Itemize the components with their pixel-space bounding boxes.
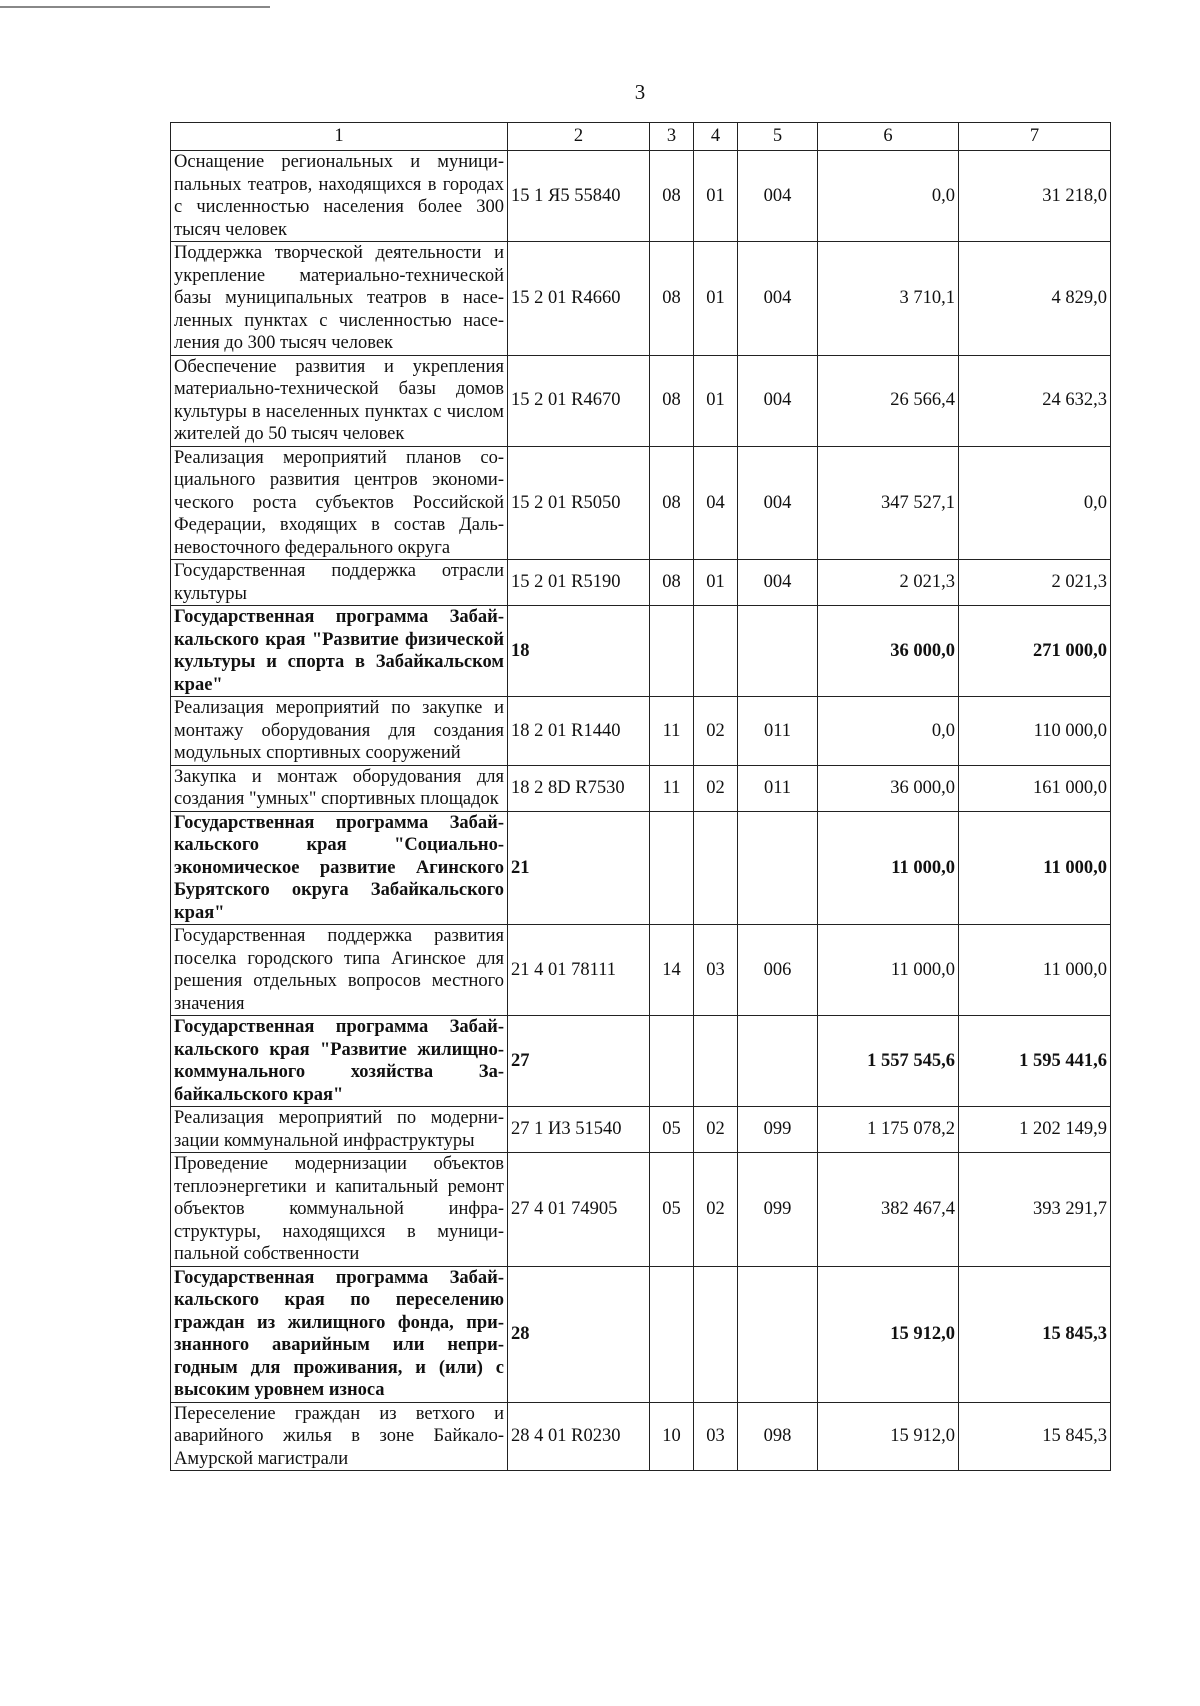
row-name-cell: Государственная программа Забайкальского края "Социально-экономическое развитие Агинского Бурятского округа Забайкальского края" <box>171 811 508 925</box>
row-code-cell: 15 2 01 R4660 <box>508 242 650 356</box>
row-value-2022-cell: 110 000,0 <box>959 697 1111 766</box>
row-code-cell: 15 2 01 R4670 <box>508 355 650 446</box>
row-name-cell: Государственная поддержка развития поселка городского типа Агинское для решения отдельных вопросов местного значения <box>171 925 508 1016</box>
page-number: 3 <box>634 80 646 104</box>
row-value-2022-cell: 15 845,3 <box>959 1266 1111 1402</box>
row-name-cell: Реализация мероприятий по закупке и монтажу оборудования для создания модульных спортивных сооружений <box>171 697 508 766</box>
row-value-2021-cell: 2 021,3 <box>818 560 959 606</box>
row-value-2021-cell: 1 175 078,2 <box>818 1107 959 1153</box>
row-value-2022-cell: 4 829,0 <box>959 242 1111 356</box>
row-value-2022-cell: 1 202 149,9 <box>959 1107 1111 1153</box>
row-value-2021-cell: 382 467,4 <box>818 1153 959 1267</box>
table-row <box>171 560 1111 606</box>
row-section-cell: 14 <box>650 925 694 1016</box>
row-section-cell: 08 <box>650 242 694 356</box>
column-header: 6 <box>818 123 959 151</box>
row-value-2021-cell: 0,0 <box>818 697 959 766</box>
table-body <box>171 151 1111 1471</box>
row-subsection-cell: 02 <box>694 1107 738 1153</box>
row-value-2021-cell: 0,0 <box>818 151 959 242</box>
budget-table <box>170 122 1111 1471</box>
row-value-2022-cell: 31 218,0 <box>959 151 1111 242</box>
row-value-2021-cell: 36 000,0 <box>818 606 959 697</box>
row-subsection-cell: 01 <box>694 151 738 242</box>
row-name-cell: Обеспечение развития и укрепления материально-технической базы домов культуры в населенных пунктах с числом жителей до 50 тысяч человек <box>171 355 508 446</box>
row-value-2021-cell: 11 000,0 <box>818 925 959 1016</box>
row-value-2021-cell: 3 710,1 <box>818 242 959 356</box>
row-subsection-cell: 01 <box>694 560 738 606</box>
row-value-2022-cell: 15 845,3 <box>959 1402 1111 1471</box>
row-value-2021-cell: 11 000,0 <box>818 811 959 925</box>
row-code-cell: 18 2 8D R7530 <box>508 765 650 811</box>
row-section-cell: 08 <box>650 355 694 446</box>
row-ministry-cell: 099 <box>738 1107 818 1153</box>
table-row <box>171 446 1111 560</box>
row-value-2022-cell: 393 291,7 <box>959 1153 1111 1267</box>
row-section-cell <box>650 1266 694 1402</box>
row-section-cell <box>650 1016 694 1107</box>
row-value-2022-cell: 2 021,3 <box>959 560 1111 606</box>
row-name-cell: Государственная поддержка отрасли культуры <box>171 560 508 606</box>
table-row <box>171 151 1111 242</box>
table-row <box>171 1153 1111 1267</box>
table-row <box>171 242 1111 356</box>
row-subsection-cell <box>694 811 738 925</box>
row-section-cell: 11 <box>650 765 694 811</box>
row-value-2022-cell: 24 632,3 <box>959 355 1111 446</box>
row-code-cell: 28 <box>508 1266 650 1402</box>
row-name-cell: Поддержка творческой деятельности и укрепление материально-технической базы муниципальных театров в населенных пунктах с численностью населения до 300 тысяч человек <box>171 242 508 356</box>
row-section-cell <box>650 811 694 925</box>
row-value-2022-cell: 271 000,0 <box>959 606 1111 697</box>
row-section-cell: 08 <box>650 446 694 560</box>
row-code-cell: 27 4 01 74905 <box>508 1153 650 1267</box>
row-value-2021-cell: 347 527,1 <box>818 446 959 560</box>
row-code-cell: 27 1 И3 51540 <box>508 1107 650 1153</box>
row-name-cell: Проведение модернизации объектов теплоэнергетики и капитальный ремонт объектов коммунальной инфраструктуры, находящихся в муниципальной собственности <box>171 1153 508 1267</box>
row-code-cell: 18 2 01 R1440 <box>508 697 650 766</box>
row-code-cell: 15 2 01 R5050 <box>508 446 650 560</box>
row-name-cell: Реализация мероприятий планов социального развития центров экономического роста субъектов Российской Федерации, входящих в состав Дальневосточного федерального округа <box>171 446 508 560</box>
row-name-cell: Переселение граждан из ветхого и аварийного жилья в зоне Байкало-Амурской магистрали <box>171 1402 508 1471</box>
row-value-2021-cell: 36 000,0 <box>818 765 959 811</box>
column-header: 3 <box>650 123 694 151</box>
row-section-cell: 08 <box>650 151 694 242</box>
row-value-2021-cell: 15 912,0 <box>818 1266 959 1402</box>
row-name-cell: Государственная программа Забайкальского края по переселению граждан из жилищного фонда, признанного аварийным или непригодным для проживания, и (или) с высоким уровнем износа <box>171 1266 508 1402</box>
row-value-2022-cell: 11 000,0 <box>959 925 1111 1016</box>
row-code-cell: 21 4 01 78111 <box>508 925 650 1016</box>
row-ministry-cell <box>738 606 818 697</box>
table-row <box>171 1402 1111 1471</box>
row-code-cell: 21 <box>508 811 650 925</box>
row-name-cell: Государственная программа Забайкальского края "Развитие жилищно-коммунального хозяйства Забайкальского края" <box>171 1016 508 1107</box>
row-section-cell: 11 <box>650 697 694 766</box>
row-name-cell: Закупка и монтаж оборудования для создания "умных" спортивных площадок <box>171 765 508 811</box>
table-row <box>171 606 1111 697</box>
row-subsection-cell: 02 <box>694 1153 738 1267</box>
row-code-cell: 28 4 01 R0230 <box>508 1402 650 1471</box>
row-subsection-cell: 03 <box>694 925 738 1016</box>
row-subsection-cell: 02 <box>694 765 738 811</box>
row-subsection-cell: 01 <box>694 355 738 446</box>
row-ministry-cell: 099 <box>738 1153 818 1267</box>
row-section-cell: 10 <box>650 1402 694 1471</box>
column-header: 5 <box>738 123 818 151</box>
row-ministry-cell: 004 <box>738 446 818 560</box>
column-header: 4 <box>694 123 738 151</box>
row-ministry-cell: 011 <box>738 697 818 766</box>
row-section-cell: 08 <box>650 560 694 606</box>
table-row <box>171 355 1111 446</box>
row-code-cell: 27 <box>508 1016 650 1107</box>
table-row <box>171 1016 1111 1107</box>
row-ministry-cell: 004 <box>738 151 818 242</box>
row-ministry-cell: 004 <box>738 560 818 606</box>
row-subsection-cell: 03 <box>694 1402 738 1471</box>
row-section-cell: 05 <box>650 1153 694 1267</box>
row-code-cell: 15 2 01 R5190 <box>508 560 650 606</box>
row-value-2022-cell: 161 000,0 <box>959 765 1111 811</box>
row-value-2022-cell: 11 000,0 <box>959 811 1111 925</box>
row-name-cell: Реализация мероприятий по модернизации коммунальной инфраструктуры <box>171 1107 508 1153</box>
row-value-2022-cell: 1 595 441,6 <box>959 1016 1111 1107</box>
row-value-2021-cell: 15 912,0 <box>818 1402 959 1471</box>
row-ministry-cell: 011 <box>738 765 818 811</box>
row-section-cell <box>650 606 694 697</box>
row-ministry-cell: 004 <box>738 242 818 356</box>
row-ministry-cell: 098 <box>738 1402 818 1471</box>
row-section-cell: 05 <box>650 1107 694 1153</box>
row-subsection-cell <box>694 606 738 697</box>
row-ministry-cell <box>738 1266 818 1402</box>
table-row <box>171 765 1111 811</box>
row-code-cell: 15 1 Я5 55840 <box>508 151 650 242</box>
row-ministry-cell: 006 <box>738 925 818 1016</box>
table-row <box>171 811 1111 925</box>
row-subsection-cell: 04 <box>694 446 738 560</box>
row-value-2021-cell: 1 557 545,6 <box>818 1016 959 1107</box>
row-subsection-cell: 01 <box>694 242 738 356</box>
row-ministry-cell <box>738 1016 818 1107</box>
row-ministry-cell: 004 <box>738 355 818 446</box>
row-value-2021-cell: 26 566,4 <box>818 355 959 446</box>
row-name-cell: Государственная программа Забайкальского края "Развитие физической культуры и спорта в Забайкальском крае" <box>171 606 508 697</box>
row-value-2022-cell: 0,0 <box>959 446 1111 560</box>
column-header: 7 <box>959 123 1111 151</box>
row-subsection-cell <box>694 1016 738 1107</box>
column-header: 2 <box>508 123 650 151</box>
table-row <box>171 1107 1111 1153</box>
table-row <box>171 1266 1111 1402</box>
table-row <box>171 697 1111 766</box>
row-subsection-cell <box>694 1266 738 1402</box>
table-row <box>171 925 1111 1016</box>
scan-artifact-line <box>0 6 270 8</box>
table-header-row <box>171 123 1111 151</box>
row-subsection-cell: 02 <box>694 697 738 766</box>
row-ministry-cell <box>738 811 818 925</box>
row-code-cell: 18 <box>508 606 650 697</box>
column-header: 1 <box>171 123 508 151</box>
row-name-cell: Оснащение региональных и муниципальных театров, находящихся в городах с численностью населения более 300 тысяч человек <box>171 151 508 242</box>
